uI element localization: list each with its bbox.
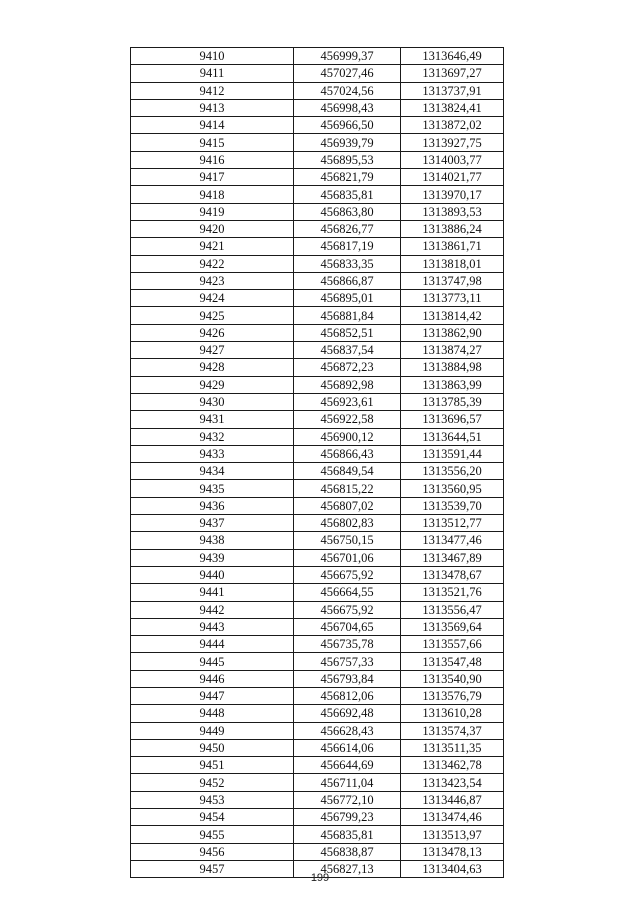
x-coordinate-cell: 456675,92 <box>294 601 401 618</box>
x-coordinate-cell: 456892,98 <box>294 376 401 393</box>
y-coordinate-cell: 1313557,66 <box>401 636 504 653</box>
x-coordinate-cell: 456772,10 <box>294 791 401 808</box>
y-coordinate-cell: 1313556,47 <box>401 601 504 618</box>
point-id-cell: 9440 <box>131 566 294 583</box>
x-coordinate-cell: 456999,37 <box>294 48 401 65</box>
table-row <box>131 791 504 808</box>
x-coordinate-cell: 456614,06 <box>294 739 401 756</box>
y-coordinate-cell: 1313814,42 <box>401 307 504 324</box>
table-row <box>131 722 504 739</box>
point-id-cell: 9443 <box>131 618 294 635</box>
point-id-cell: 9452 <box>131 774 294 791</box>
x-coordinate-cell: 456821,79 <box>294 169 401 186</box>
point-id-cell: 9425 <box>131 307 294 324</box>
y-coordinate-cell: 1313818,01 <box>401 255 504 272</box>
point-id-cell: 9413 <box>131 99 294 116</box>
point-id-cell: 9453 <box>131 791 294 808</box>
point-id-cell: 9450 <box>131 739 294 756</box>
x-coordinate-cell: 456939,79 <box>294 134 401 151</box>
point-id-cell: 9421 <box>131 238 294 255</box>
point-id-cell: 9427 <box>131 342 294 359</box>
point-id-cell: 9436 <box>131 497 294 514</box>
table-row <box>131 290 504 307</box>
y-coordinate-cell: 1314003,77 <box>401 151 504 168</box>
y-coordinate-cell: 1313591,44 <box>401 445 504 462</box>
table-row <box>131 65 504 82</box>
point-id-cell: 9442 <box>131 601 294 618</box>
x-coordinate-cell: 456701,06 <box>294 549 401 566</box>
point-id-cell: 9438 <box>131 532 294 549</box>
point-id-cell: 9422 <box>131 255 294 272</box>
table-row <box>131 359 504 376</box>
y-coordinate-cell: 1313747,98 <box>401 272 504 289</box>
table-row <box>131 843 504 860</box>
point-id-cell: 9412 <box>131 82 294 99</box>
table-row <box>131 584 504 601</box>
y-coordinate-cell: 1313872,02 <box>401 117 504 134</box>
point-id-cell: 9432 <box>131 428 294 445</box>
point-id-cell: 9419 <box>131 203 294 220</box>
x-coordinate-cell: 456817,19 <box>294 238 401 255</box>
x-coordinate-cell: 456838,87 <box>294 843 401 860</box>
y-coordinate-cell: 1313785,39 <box>401 393 504 410</box>
point-id-cell: 9447 <box>131 687 294 704</box>
x-coordinate-cell: 456923,61 <box>294 393 401 410</box>
y-coordinate-cell: 1313927,75 <box>401 134 504 151</box>
table-row <box>131 342 504 359</box>
y-coordinate-cell: 1313539,70 <box>401 497 504 514</box>
x-coordinate-cell: 456833,35 <box>294 255 401 272</box>
y-coordinate-cell: 1313521,76 <box>401 584 504 601</box>
table-row <box>131 445 504 462</box>
y-coordinate-cell: 1313884,98 <box>401 359 504 376</box>
table-row <box>131 463 504 480</box>
y-coordinate-cell: 1313404,63 <box>401 860 504 877</box>
x-coordinate-cell: 456852,51 <box>294 324 401 341</box>
x-coordinate-cell: 456735,78 <box>294 636 401 653</box>
y-coordinate-cell: 1313512,77 <box>401 515 504 532</box>
table-row <box>131 99 504 116</box>
table-row <box>131 809 504 826</box>
y-coordinate-cell: 1313863,99 <box>401 376 504 393</box>
table-row <box>131 238 504 255</box>
point-id-cell: 9448 <box>131 705 294 722</box>
x-coordinate-cell: 456826,77 <box>294 220 401 237</box>
table-row <box>131 653 504 670</box>
x-coordinate-cell: 456815,22 <box>294 480 401 497</box>
x-coordinate-cell: 456750,15 <box>294 532 401 549</box>
x-coordinate-cell: 456807,02 <box>294 497 401 514</box>
table-row <box>131 618 504 635</box>
table-row <box>131 497 504 514</box>
table-row <box>131 307 504 324</box>
point-id-cell: 9415 <box>131 134 294 151</box>
y-coordinate-cell: 1313773,11 <box>401 290 504 307</box>
y-coordinate-cell: 1313970,17 <box>401 186 504 203</box>
y-coordinate-cell: 1313474,46 <box>401 809 504 826</box>
point-id-cell: 9418 <box>131 186 294 203</box>
y-coordinate-cell: 1313576,79 <box>401 687 504 704</box>
table-row <box>131 186 504 203</box>
x-coordinate-cell: 456872,23 <box>294 359 401 376</box>
x-coordinate-cell: 456711,04 <box>294 774 401 791</box>
x-coordinate-cell: 456837,54 <box>294 342 401 359</box>
y-coordinate-cell: 1313574,37 <box>401 722 504 739</box>
x-coordinate-cell: 456835,81 <box>294 186 401 203</box>
y-coordinate-cell: 1313560,95 <box>401 480 504 497</box>
table-row <box>131 220 504 237</box>
point-id-cell: 9455 <box>131 826 294 843</box>
x-coordinate-cell: 456793,84 <box>294 670 401 687</box>
table-row <box>131 82 504 99</box>
x-coordinate-cell: 456900,12 <box>294 428 401 445</box>
y-coordinate-cell: 1313478,13 <box>401 843 504 860</box>
y-coordinate-cell: 1313696,57 <box>401 411 504 428</box>
x-coordinate-cell: 456866,43 <box>294 445 401 462</box>
table-row <box>131 515 504 532</box>
point-id-cell: 9417 <box>131 169 294 186</box>
x-coordinate-cell: 456757,33 <box>294 653 401 670</box>
y-coordinate-cell: 1313511,35 <box>401 739 504 756</box>
y-coordinate-cell: 1313462,78 <box>401 757 504 774</box>
y-coordinate-cell: 1313540,90 <box>401 670 504 687</box>
point-id-cell: 9411 <box>131 65 294 82</box>
y-coordinate-cell: 1313862,90 <box>401 324 504 341</box>
table-row <box>131 151 504 168</box>
table-row <box>131 826 504 843</box>
point-id-cell: 9446 <box>131 670 294 687</box>
table-row <box>131 376 504 393</box>
table-row <box>131 411 504 428</box>
y-coordinate-cell: 1313610,28 <box>401 705 504 722</box>
point-id-cell: 9423 <box>131 272 294 289</box>
table-row <box>131 566 504 583</box>
point-id-cell: 9420 <box>131 220 294 237</box>
point-id-cell: 9414 <box>131 117 294 134</box>
point-id-cell: 9428 <box>131 359 294 376</box>
table-row <box>131 169 504 186</box>
x-coordinate-cell: 456799,23 <box>294 809 401 826</box>
point-id-cell: 9430 <box>131 393 294 410</box>
x-coordinate-cell: 456835,81 <box>294 826 401 843</box>
y-coordinate-cell: 1313644,51 <box>401 428 504 445</box>
table-row <box>131 532 504 549</box>
y-coordinate-cell: 1313556,20 <box>401 463 504 480</box>
x-coordinate-cell: 457027,46 <box>294 65 401 82</box>
point-id-cell: 9426 <box>131 324 294 341</box>
point-id-cell: 9454 <box>131 809 294 826</box>
y-coordinate-cell: 1313886,24 <box>401 220 504 237</box>
y-coordinate-cell: 1313478,67 <box>401 566 504 583</box>
table-row <box>131 739 504 756</box>
point-id-cell: 9444 <box>131 636 294 653</box>
table-row <box>131 601 504 618</box>
point-id-cell: 9439 <box>131 549 294 566</box>
x-coordinate-cell: 456704,65 <box>294 618 401 635</box>
y-coordinate-cell: 1313646,49 <box>401 48 504 65</box>
table-row <box>131 687 504 704</box>
table-row <box>131 272 504 289</box>
point-id-cell: 9437 <box>131 515 294 532</box>
table-row <box>131 670 504 687</box>
coordinate-table-body <box>131 48 504 878</box>
table-row <box>131 255 504 272</box>
x-coordinate-cell: 456628,43 <box>294 722 401 739</box>
x-coordinate-cell: 456849,54 <box>294 463 401 480</box>
y-coordinate-cell: 1313697,27 <box>401 65 504 82</box>
table-row <box>131 203 504 220</box>
point-id-cell: 9410 <box>131 48 294 65</box>
point-id-cell: 9424 <box>131 290 294 307</box>
x-coordinate-cell: 456802,83 <box>294 515 401 532</box>
point-id-cell: 9434 <box>131 463 294 480</box>
y-coordinate-cell: 1313737,91 <box>401 82 504 99</box>
x-coordinate-cell: 456692,48 <box>294 705 401 722</box>
point-id-cell: 9457 <box>131 860 294 877</box>
y-coordinate-cell: 1313569,64 <box>401 618 504 635</box>
point-id-cell: 9435 <box>131 480 294 497</box>
point-id-cell: 9456 <box>131 843 294 860</box>
x-coordinate-cell: 456664,55 <box>294 584 401 601</box>
y-coordinate-cell: 1313423,54 <box>401 774 504 791</box>
table-row <box>131 636 504 653</box>
table-row <box>131 757 504 774</box>
point-id-cell: 9433 <box>131 445 294 462</box>
x-coordinate-cell: 457024,56 <box>294 82 401 99</box>
table-row <box>131 134 504 151</box>
y-coordinate-cell: 1313467,89 <box>401 549 504 566</box>
x-coordinate-cell: 456644,69 <box>294 757 401 774</box>
x-coordinate-cell: 456966,50 <box>294 117 401 134</box>
point-id-cell: 9449 <box>131 722 294 739</box>
y-coordinate-cell: 1313824,41 <box>401 99 504 116</box>
y-coordinate-cell: 1313547,48 <box>401 653 504 670</box>
table-row <box>131 48 504 65</box>
coordinate-table <box>130 47 504 878</box>
x-coordinate-cell: 456863,80 <box>294 203 401 220</box>
x-coordinate-cell: 456895,01 <box>294 290 401 307</box>
point-id-cell: 9451 <box>131 757 294 774</box>
page-number: 199 <box>310 872 330 884</box>
y-coordinate-cell: 1314021,77 <box>401 169 504 186</box>
table-row <box>131 117 504 134</box>
y-coordinate-cell: 1313861,71 <box>401 238 504 255</box>
x-coordinate-cell: 456881,84 <box>294 307 401 324</box>
point-id-cell: 9431 <box>131 411 294 428</box>
table-row <box>131 393 504 410</box>
x-coordinate-cell: 456812,06 <box>294 687 401 704</box>
x-coordinate-cell: 456922,58 <box>294 411 401 428</box>
x-coordinate-cell: 456675,92 <box>294 566 401 583</box>
table-row <box>131 324 504 341</box>
point-id-cell: 9441 <box>131 584 294 601</box>
point-id-cell: 9416 <box>131 151 294 168</box>
y-coordinate-cell: 1313477,46 <box>401 532 504 549</box>
y-coordinate-cell: 1313874,27 <box>401 342 504 359</box>
point-id-cell: 9445 <box>131 653 294 670</box>
x-coordinate-cell: 456998,43 <box>294 99 401 116</box>
x-coordinate-cell: 456866,87 <box>294 272 401 289</box>
point-id-cell: 9429 <box>131 376 294 393</box>
y-coordinate-cell: 1313893,53 <box>401 203 504 220</box>
y-coordinate-cell: 1313446,87 <box>401 791 504 808</box>
x-coordinate-cell: 456895,53 <box>294 151 401 168</box>
x-coordinate-cell: 456827,13 <box>294 860 401 877</box>
table-row <box>131 549 504 566</box>
table-row <box>131 428 504 445</box>
table-row <box>131 705 504 722</box>
table-row <box>131 480 504 497</box>
table-row <box>131 774 504 791</box>
y-coordinate-cell: 1313513,97 <box>401 826 504 843</box>
